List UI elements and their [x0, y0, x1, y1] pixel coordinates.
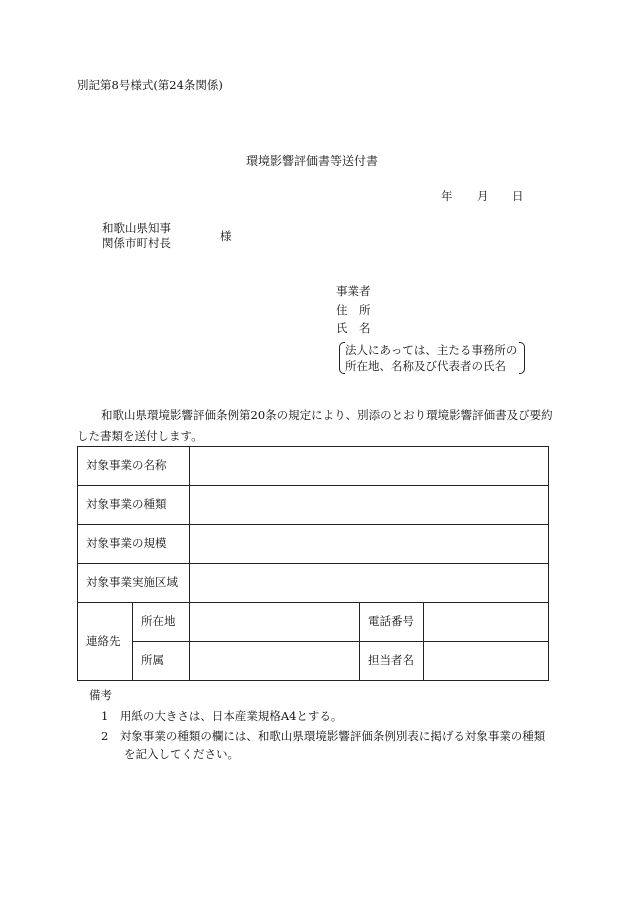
- label-project-name: 対象事業の名称: [78, 447, 190, 486]
- label-project-area: 対象事業実施区域: [78, 564, 190, 603]
- sender-label: 事業者: [336, 284, 371, 298]
- date-year: 年: [441, 189, 453, 203]
- submission-form-table: [77, 446, 549, 681]
- field-department[interactable]: [190, 642, 360, 681]
- table-row: [78, 525, 549, 564]
- table-row: [78, 564, 549, 603]
- field-location[interactable]: [190, 603, 360, 642]
- sender-address-label: 住 所: [336, 303, 371, 317]
- label-phone: 電話番号: [360, 603, 424, 642]
- label-project-type: 対象事業の種類: [78, 486, 190, 525]
- date-month: 月: [477, 189, 489, 203]
- sender-corporate-note: [339, 342, 525, 374]
- sender-note-line2: 所在地、名称及び代表者の氏名: [345, 359, 506, 373]
- table-row: [78, 486, 549, 525]
- addressee-mayors: 関係市町村長: [102, 236, 171, 250]
- table-row: [78, 447, 549, 486]
- body-paragraph: 和歌山県環境影響評価条例第20条の規定により、別添のとおり環境影響評価書及び要約した書類を送付します。: [77, 408, 553, 443]
- remark-item-2-cont: を記入してください。: [124, 747, 239, 761]
- addressee-honorific: 様: [220, 229, 232, 243]
- document-title: 環境影響評価書等送付書: [246, 154, 379, 168]
- label-project-scale: 対象事業の規模: [78, 525, 190, 564]
- field-project-scale[interactable]: [190, 525, 549, 564]
- remark-item-2: 2 対象事業の種類の欄には、和歌山県環境影響評価条例別表に掲げる対象事業の種類: [101, 729, 546, 743]
- addressee-governor: 和歌山県知事: [102, 221, 171, 235]
- field-person-in-charge[interactable]: [424, 642, 549, 681]
- label-person-in-charge: 担当者名: [360, 642, 424, 681]
- table-row: [78, 603, 549, 642]
- sender-note-line1: 法人にあっては、主たる事務所の: [345, 343, 518, 357]
- label-department: 所属: [133, 642, 190, 681]
- field-phone[interactable]: [424, 603, 549, 642]
- table-row: [78, 642, 549, 681]
- remarks-heading: 備考: [89, 688, 112, 702]
- label-contact: 連絡先: [78, 603, 133, 681]
- sender-name-label: 氏 名: [336, 321, 371, 335]
- label-location: 所在地: [133, 603, 190, 642]
- field-project-area[interactable]: [190, 564, 549, 603]
- form-number-label: 別記第8号様式(第24条関係): [77, 78, 223, 92]
- date-day: 日: [512, 189, 524, 203]
- field-project-type[interactable]: [190, 486, 549, 525]
- remark-item-1: 1 用紙の大きさは、日本産業規格A4とする。: [101, 709, 343, 723]
- field-project-name[interactable]: [190, 447, 549, 486]
